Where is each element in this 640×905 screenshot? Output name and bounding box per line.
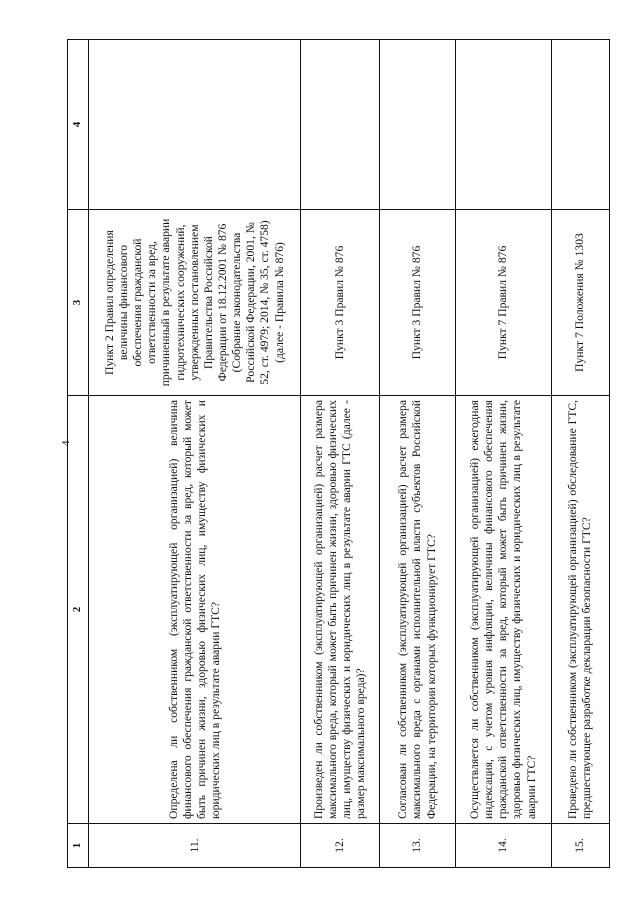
row-reference: Пункт 2 Правил определения величины финансового обеспечения гражданской ответственности за вред, причиненный в результате аварии гидротехнических сооружений, утвержденных постановлением Правительства Российской Федерации от 18.12.2001 № 876 (Собрание законодательства Российской Федерации, 2001, № 52, ст. 4979; 2014, № 35, ст. 4758) (далее - Правила № 876) <box>89 210 301 396</box>
row-number: 11. <box>89 824 301 868</box>
row-reference: Пункт 3 Правил № 876 <box>301 210 380 396</box>
row-note <box>379 40 455 210</box>
row-note <box>89 40 301 210</box>
table-row <box>379 40 455 868</box>
row-question: Согласован ли собственником (эксплуатирующей организацией) расчет размера максимального вреда с органами исполнительной власти субъектов Российской Федерации, на территории которых функционирует ГТС? <box>379 396 455 824</box>
table-row <box>456 40 551 868</box>
row-note <box>456 40 551 210</box>
row-number: 12. <box>301 824 380 868</box>
table-row <box>301 40 380 868</box>
row-number: 15. <box>551 824 609 868</box>
row-number: 13. <box>379 824 455 868</box>
row-question: Произведен ли собственником (эксплуатирующей организацией) расчет размера максимального вреда, который может быть причинен жизни, здоровью физических лиц, имуществу физических и юридических лиц в результате аварии ГТС (далее - размер максимального вреда)? <box>301 396 380 824</box>
row-reference: Пункт 3 Правил № 876 <box>379 210 455 396</box>
table-header-row <box>68 40 89 868</box>
row-reference: Пункт 7 Правил № 876 <box>456 210 551 396</box>
row-reference: Пункт 7 Положения № 1303 <box>551 210 609 396</box>
row-question: Осуществляется ли собственником (эксплуатирующей организацией) ежегодная индексация, с учетом уровня инфляции, величины финансового обеспечения гражданской ответственности за вред, который может быть причинен жизни, здоровью физических лиц, имуществу физических и юридических лиц в результате аварии ГТС? <box>456 396 551 824</box>
table-row <box>89 40 301 868</box>
header-col-2: 2 <box>68 396 89 824</box>
header-col-1: 1 <box>68 824 89 868</box>
row-note <box>551 40 609 210</box>
rotated-table-wrapper <box>67 40 610 868</box>
header-col-4: 4 <box>68 40 89 210</box>
table-row <box>551 40 609 868</box>
page-number: 4 <box>60 440 72 446</box>
header-col-3: 3 <box>68 210 89 396</box>
row-note <box>301 40 380 210</box>
row-question: Проведено ли собственником (эксплуатирующей организацией) обследование ГТС, предшествующее разработке декларации безопасности ГТС? <box>551 396 609 824</box>
row-question: Определена ли собственником (эксплуатирующей организацией) величина финансового обеспечения гражданской ответственности за вред, который может быть причинен жизни, здоровью физических лиц, имуществу физических и юридических лиц в результате аварии ГТС? <box>89 396 301 824</box>
inspection-table <box>67 39 610 868</box>
row-number: 14. <box>456 824 551 868</box>
